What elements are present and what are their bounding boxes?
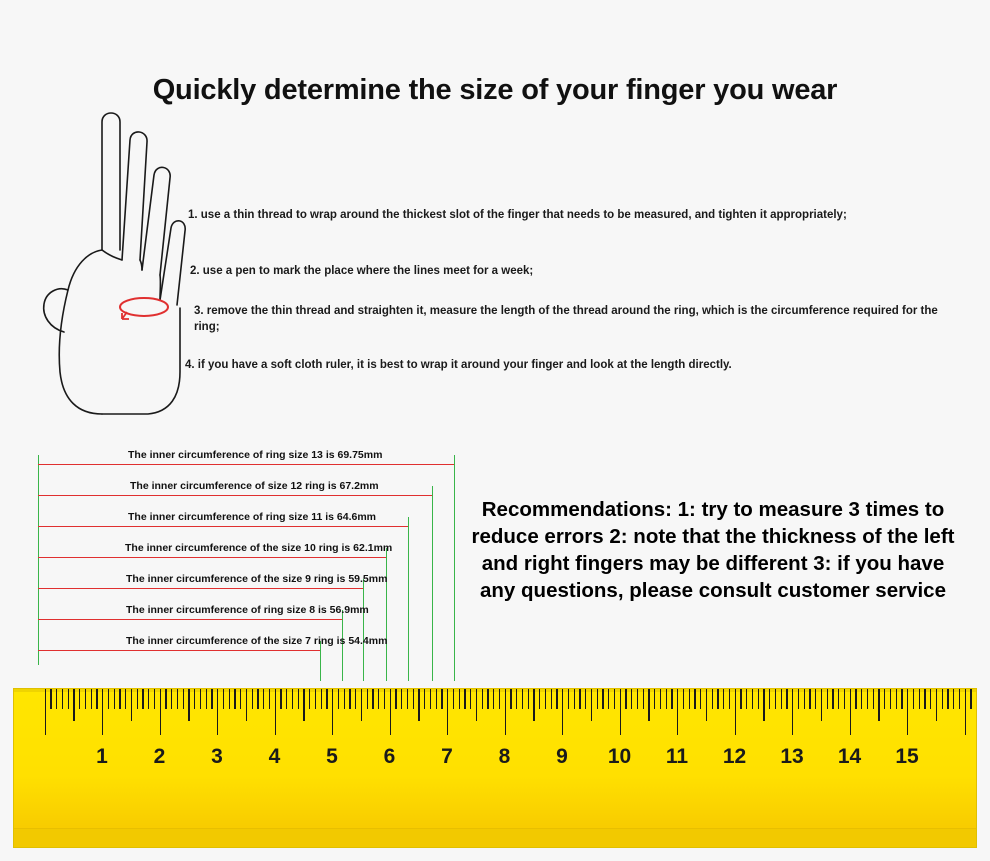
- ruler-tick: [602, 689, 603, 709]
- ruler-tick: [257, 689, 258, 709]
- ruler-tick: [447, 689, 448, 735]
- ruler-number: 2: [153, 745, 166, 768]
- ruler-tick: [223, 689, 224, 709]
- ruler-tick: [424, 689, 425, 709]
- ruler-tick: [740, 689, 741, 709]
- measure-line: [38, 650, 320, 651]
- measure-line: [38, 495, 432, 496]
- ruler-tick: [275, 689, 276, 735]
- ruler-tick: [464, 689, 465, 709]
- ruler-number: 14: [837, 745, 862, 768]
- ruler-tick: [367, 689, 368, 709]
- ruler-tick: [551, 689, 552, 709]
- chart-row-label: The inner circumference of the size 9 ring is 59.5mm: [126, 573, 388, 585]
- ruler-tick: [148, 689, 149, 709]
- ruler-number: 13: [780, 745, 804, 768]
- measure-line: [38, 464, 454, 465]
- ruler-tick: [838, 689, 839, 709]
- measure-line: [38, 619, 342, 620]
- ruler-tick: [597, 689, 598, 709]
- ruler-tick: [240, 689, 241, 709]
- ruler-number: 4: [268, 745, 281, 768]
- ruler-tick: [211, 689, 212, 709]
- ruler-number: 5: [326, 745, 338, 768]
- ruler-tick: [62, 689, 63, 709]
- ruler-tick: [418, 689, 419, 721]
- ruler-tick: [499, 689, 500, 709]
- ruler-tick: [493, 689, 494, 709]
- chart-row-label: The inner circumference of ring size 8 is 56.9mm: [126, 604, 369, 616]
- ruler-tick: [229, 689, 230, 709]
- ruler-tick: [430, 689, 431, 709]
- ruler-tick: [769, 689, 770, 709]
- ruler-tick: [263, 689, 264, 709]
- ruler-tick: [85, 689, 86, 709]
- guide-line: [320, 641, 321, 681]
- ruler-tick: [303, 689, 304, 721]
- ruler-tick: [528, 689, 529, 709]
- ruler-tick: [953, 689, 954, 709]
- ruler-tick: [200, 689, 201, 709]
- ruler-tick: [712, 689, 713, 709]
- ruler-number: 11: [665, 745, 689, 768]
- ruler-tick: [815, 689, 816, 709]
- chart-row-label: The inner circumference of the size 7 ring is 54.4mm: [126, 635, 388, 647]
- ruler-tick: [631, 689, 632, 709]
- ruler-tick: [574, 689, 575, 709]
- ruler-tick: [930, 689, 931, 709]
- ruler-tick: [717, 689, 718, 709]
- recommendations-text: Recommendations: 1: try to measure 3 times to reduce errors 2: note that the thickness of the left and right fingers may be different 3: if you have any questions, please consult customer service: [471, 498, 955, 603]
- ruler-tick: [206, 689, 207, 709]
- ruler: [13, 688, 977, 848]
- ruler-number: 10: [607, 745, 632, 768]
- ruler-tick: [694, 689, 695, 709]
- ruler-tick: [234, 689, 235, 709]
- ruler-tick: [160, 689, 161, 735]
- ruler-tick: [965, 689, 966, 735]
- ruler-tick: [907, 689, 908, 735]
- ruler-tick: [407, 689, 408, 709]
- ruler-tick: [395, 689, 396, 709]
- ruler-bottom-band: [14, 828, 976, 847]
- ruler-tick: [844, 689, 845, 709]
- ruler-tick: [280, 689, 281, 709]
- measure-line: [38, 526, 408, 527]
- ruler-tick: [188, 689, 189, 721]
- ruler-tick: [361, 689, 362, 721]
- ruler-number: 12: [722, 745, 747, 768]
- ruler-tick: [689, 689, 690, 709]
- ruler-tick: [970, 689, 971, 709]
- ruler-tick: [516, 689, 517, 709]
- ruler-tick: [614, 689, 615, 709]
- ruler-tick: [73, 689, 74, 721]
- chart-row-label: The inner circumference of ring size 13 is 69.75mm: [128, 449, 383, 461]
- ruler-tick: [643, 689, 644, 709]
- ruler-tick: [91, 689, 92, 709]
- ruler-tick: [936, 689, 937, 721]
- ruler-tick: [401, 689, 402, 709]
- ruler-tick: [821, 689, 822, 721]
- ruler-tick: [660, 689, 661, 709]
- ruler-tick: [706, 689, 707, 721]
- ruler-tick: [947, 689, 948, 709]
- ring-marker: [120, 298, 168, 319]
- ruler-tick: [269, 689, 270, 709]
- ruler-tick: [315, 689, 316, 709]
- ruler-tick: [781, 689, 782, 709]
- ruler-tick: [137, 689, 138, 709]
- ruler-number: 6: [383, 745, 396, 768]
- ruler-tick: [775, 689, 776, 709]
- ruler-tick: [901, 689, 902, 709]
- ruler-tick: [68, 689, 69, 709]
- ruler-tick: [625, 689, 626, 709]
- ruler-tick: [832, 689, 833, 709]
- ruler-tick: [763, 689, 764, 721]
- ruler-tick: [349, 689, 350, 709]
- ruler-tick: [804, 689, 805, 709]
- ruler-tick: [809, 689, 810, 709]
- ruler-tick: [332, 689, 333, 735]
- chart-row-label: The inner circumference of size 12 ring is 67.2mm: [130, 480, 379, 492]
- chart-row: [38, 635, 468, 671]
- ruler-tick: [878, 689, 879, 721]
- ruler-tick: [884, 689, 885, 709]
- ruler-tick: [56, 689, 57, 709]
- ruler-tick: [378, 689, 379, 709]
- ruler-tick: [413, 689, 414, 709]
- ruler-tick: [654, 689, 655, 709]
- ruler-tick: [827, 689, 828, 709]
- ruler-tick: [700, 689, 701, 709]
- ruler-tick: [510, 689, 511, 709]
- ruler-tick: [217, 689, 218, 735]
- ruler-tick: [746, 689, 747, 709]
- ruler-tick: [321, 689, 322, 709]
- ruler-tick: [579, 689, 580, 709]
- ruler-tick: [919, 689, 920, 709]
- measure-line: [38, 557, 386, 558]
- ruler-tick: [913, 689, 914, 709]
- ruler-tick: [677, 689, 678, 735]
- ruler-tick: [177, 689, 178, 709]
- ruler-tick: [758, 689, 759, 709]
- instruction-step-1: 1. use a thin thread to wrap around the thickest slot of the finger that needs to be measured, and tighten it appropriately;: [188, 209, 847, 221]
- ruler-tick: [355, 689, 356, 709]
- instruction-step-2: 2. use a pen to mark the place where the lines meet for a week;: [190, 265, 534, 277]
- ruler-tick: [476, 689, 477, 721]
- ruler-tick: [873, 689, 874, 709]
- ruler-tick: [171, 689, 172, 709]
- ruler-tick: [194, 689, 195, 709]
- ruler-tick: [154, 689, 155, 709]
- ruler-tick: [545, 689, 546, 709]
- instruction-step-3: 3. remove the thin thread and straighten it, measure the length of the thread around the ring, which is the circumference required for the ring;: [194, 305, 938, 333]
- ruler-number: 1: [96, 745, 108, 768]
- ruler-tick: [792, 689, 793, 735]
- ruler-tick: [390, 689, 391, 735]
- ruler-tick: [246, 689, 247, 721]
- measure-line: [38, 588, 363, 589]
- ruler-tick: [470, 689, 471, 709]
- ruler-tick: [505, 689, 506, 735]
- chart-row-label: The inner circumference of the size 10 ring is 62.1mm: [125, 542, 393, 554]
- ruler-tick: [890, 689, 891, 709]
- ruler-tick: [79, 689, 80, 709]
- ruler-tick: [608, 689, 609, 709]
- ruler-tick: [441, 689, 442, 709]
- ruler-tick: [252, 689, 253, 709]
- ruler-number: 15: [895, 745, 919, 768]
- ruler-tick: [648, 689, 649, 721]
- ruler-tick: [459, 689, 460, 709]
- ruler-tick: [487, 689, 488, 709]
- ruler-tick: [108, 689, 109, 709]
- ruler-number: 3: [211, 745, 223, 768]
- ruler-tick: [723, 689, 724, 709]
- ruler-tick: [637, 689, 638, 709]
- ruler-tick: [850, 689, 851, 735]
- ruler-tick: [384, 689, 385, 709]
- ruler-tick: [286, 689, 287, 709]
- ruler-tick: [125, 689, 126, 709]
- ruler-tick: [165, 689, 166, 709]
- ruler-tick: [942, 689, 943, 709]
- ruler-tick: [867, 689, 868, 709]
- ruler-tick: [683, 689, 684, 709]
- ruler-tick: [142, 689, 143, 709]
- ruler-tick: [453, 689, 454, 709]
- ruler-tick: [533, 689, 534, 721]
- ruler-tick: [562, 689, 563, 735]
- ruler-tick: [620, 689, 621, 735]
- ruler-tick: [338, 689, 339, 709]
- ruler-tick: [671, 689, 672, 709]
- ruler-tick: [539, 689, 540, 709]
- ruler-tick: [119, 689, 120, 709]
- ruler-tick: [50, 689, 51, 709]
- ruler-tick: [896, 689, 897, 709]
- ruler-tick: [96, 689, 97, 709]
- ruler-tick: [786, 689, 787, 709]
- ruler-tick: [326, 689, 327, 709]
- ruler-tick: [568, 689, 569, 709]
- ruler-tick: [729, 689, 730, 709]
- ruler-tick: [556, 689, 557, 709]
- ruler-tick: [298, 689, 299, 709]
- ruler-tick: [372, 689, 373, 709]
- ruler-tick: [798, 689, 799, 709]
- hand-illustration: [30, 100, 190, 420]
- ruler-tick: [436, 689, 437, 709]
- ruler-tick: [666, 689, 667, 709]
- ruler-tick: [522, 689, 523, 709]
- ruler-number: 9: [556, 745, 568, 768]
- ruler-tick: [735, 689, 736, 735]
- ruler-tick: [585, 689, 586, 709]
- ruler-tick: [752, 689, 753, 709]
- ruler-tick: [309, 689, 310, 709]
- ruler-tick: [131, 689, 132, 721]
- ruler-tick: [344, 689, 345, 709]
- chart-row-label: The inner circumference of ring size 11 is 64.6mm: [128, 511, 377, 523]
- ruler-number: 7: [441, 745, 453, 768]
- ruler-tick: [292, 689, 293, 709]
- page-title: Quickly determine the size of your finger you wear: [152, 74, 838, 106]
- ring-size-chart: [38, 449, 468, 685]
- ruler-tick: [482, 689, 483, 709]
- ruler-tick: [959, 689, 960, 709]
- ruler-tick: [924, 689, 925, 709]
- instruction-step-4: 4. if you have a soft cloth ruler, it is best to wrap it around your finger and look at the length directly.: [185, 359, 732, 371]
- ruler-tick: [45, 689, 46, 735]
- ruler-tick: [114, 689, 115, 709]
- ruler-tick: [591, 689, 592, 721]
- ruler-tick: [861, 689, 862, 709]
- ruler-tick: [855, 689, 856, 709]
- ruler-tick: [183, 689, 184, 709]
- ruler-tick: [102, 689, 103, 735]
- ruler-number: 8: [498, 745, 511, 768]
